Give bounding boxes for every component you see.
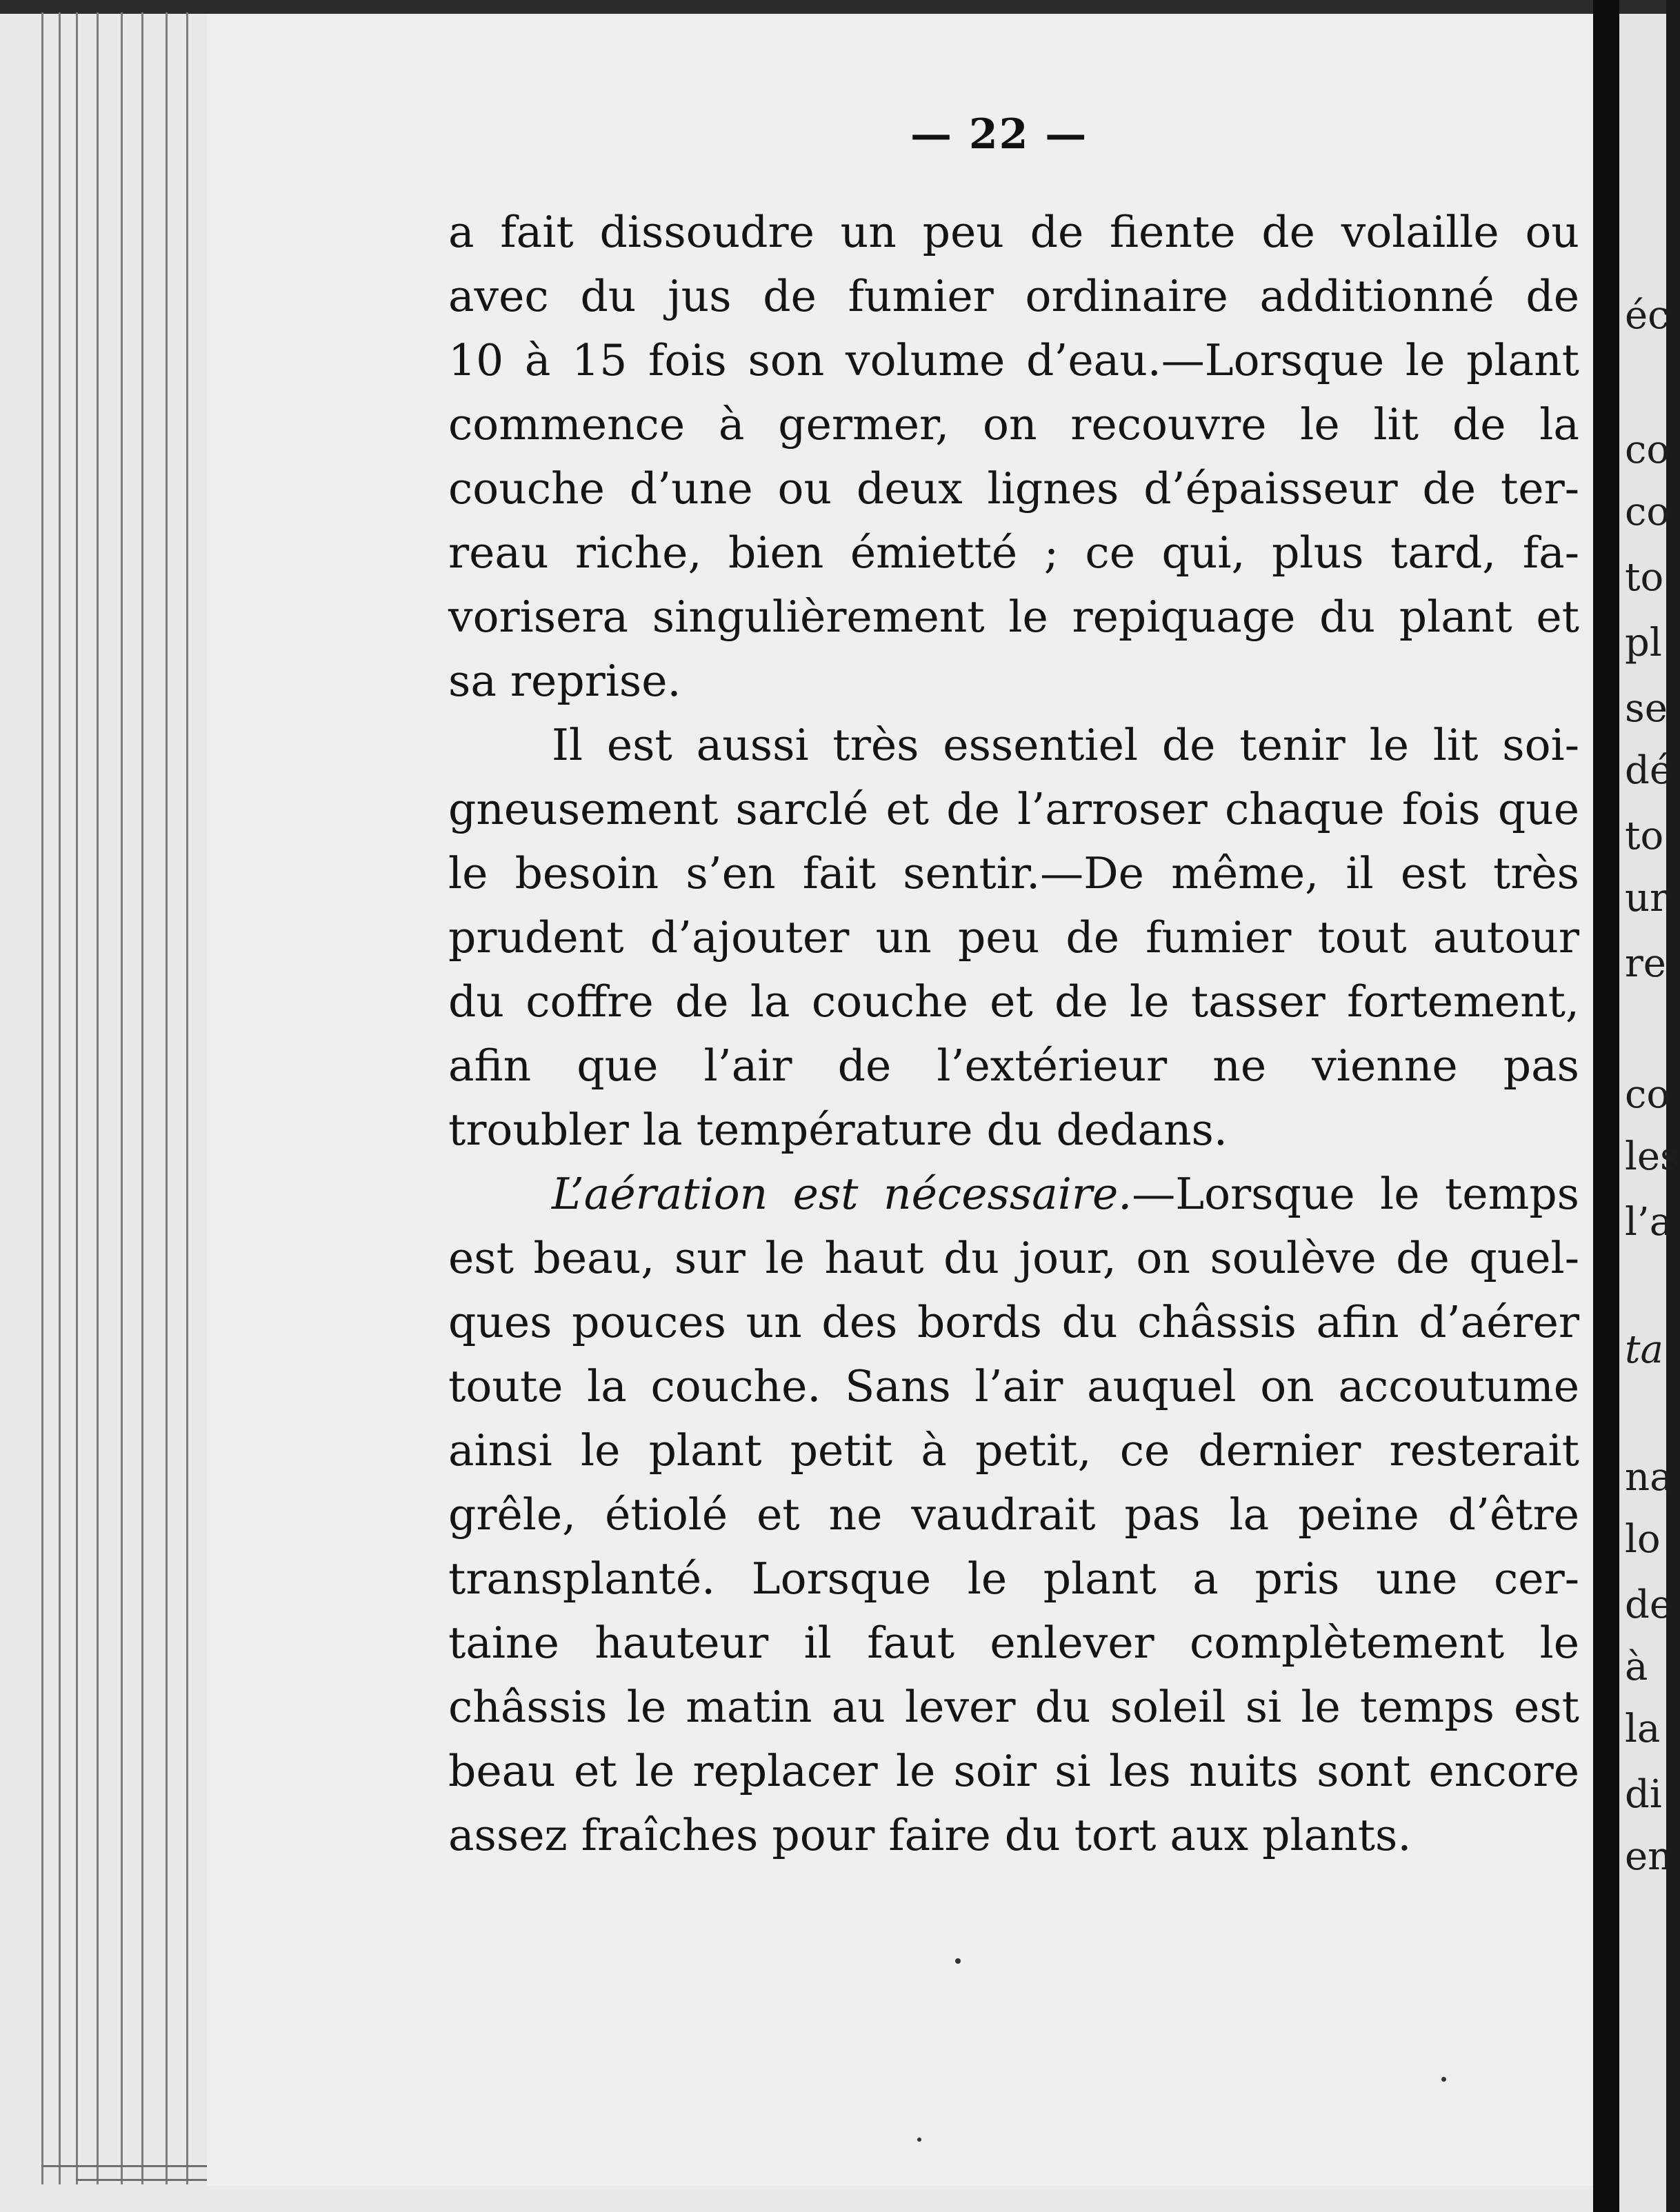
facing-page-text: to	[1625, 814, 1664, 858]
facing-page-text: co	[1625, 1072, 1670, 1117]
page-edge	[186, 12, 188, 2184]
text-line: gneusement sarclé et de l’arroser chaque fois que	[448, 784, 1579, 834]
text-line: avec du jus de fumier ordinaire additionné de	[448, 271, 1579, 321]
scan-top-border	[0, 0, 1666, 14]
facing-page-text: l’a	[1625, 1200, 1673, 1245]
page-edge	[166, 12, 168, 2184]
text-line: Il est aussi très essentiel de tenir le lit soi-	[552, 720, 1579, 770]
text-line: assez fraîches pour faire du tort aux plants.	[448, 1810, 1412, 1860]
scan-speck	[1441, 2077, 1446, 2082]
text-line: ainsi le plant petit à petit, ce dernier resterait	[448, 1425, 1579, 1476]
page-edge	[141, 12, 143, 2184]
text-line: ques pouces un des bords du châssis afin d’aérer	[448, 1297, 1579, 1347]
body-text	[448, 200, 1579, 1867]
facing-page-text: se	[1625, 686, 1668, 731]
text-line: du coffre de la couche et de le tasser fortement,	[448, 976, 1579, 1027]
facing-page-text: di	[1625, 1772, 1662, 1817]
facing-page-text: la	[1625, 1707, 1661, 1751]
facing-page-text: à	[1625, 1645, 1648, 1689]
text-line: châssis le matin au lever du soleil si le temps est	[448, 1682, 1579, 1732]
text-line: a fait dissoudre un peu de fiente de volaille ou	[448, 207, 1579, 257]
facing-page-text: dé	[1625, 748, 1672, 793]
section-heading: L’aération est nécessaire.	[552, 1169, 1132, 1219]
facing-page-text: co	[1625, 490, 1670, 534]
text-line: vorisera singulièrement le repiquage du plant et	[448, 592, 1579, 642]
facing-page-text: to	[1625, 555, 1664, 600]
text-line: afin que l’air de l’extérieur ne vienne pas	[448, 1040, 1579, 1091]
section-heading-line	[448, 1162, 1579, 1226]
page-edge	[59, 12, 61, 2184]
text-line: troubler la température du dedans.	[448, 1105, 1228, 1155]
facing-page-text: en	[1625, 1834, 1673, 1879]
page-edge	[97, 12, 99, 2184]
scan-speck	[917, 2138, 921, 2142]
text-fragment: —Lorsque le temps	[1132, 1169, 1579, 1219]
text-line: commence à germer, on recouvre le lit de la	[448, 399, 1579, 450]
text-line: prudent d’ajouter un peu de fumier tout autour	[448, 912, 1579, 963]
text-line: le besoin s’en fait sentir.—De même, il est très	[448, 848, 1579, 898]
facing-page-text: pl	[1625, 621, 1662, 665]
scan-speck	[955, 1958, 961, 1964]
text-line: reau riche, bien émietté ; ce qui, plus tard, fa-	[448, 527, 1579, 578]
facing-page-text: les	[1625, 1134, 1680, 1179]
text-line: couche d’une ou deux lignes d’épaisseur de ter-	[448, 463, 1579, 514]
facing-page-text: ur	[1625, 876, 1668, 921]
text-line: transplanté. Lorsque le plant a pris une cer-	[448, 1554, 1579, 1604]
facing-page-text: lo	[1625, 1517, 1661, 1562]
facing-page-text: ta	[1625, 1327, 1663, 1372]
facing-page-text: de	[1625, 1582, 1672, 1627]
page-edge	[121, 12, 123, 2184]
text-line: est beau, sur le haut du jour, on soulève de quel-	[448, 1233, 1579, 1283]
page-edge	[76, 12, 78, 2184]
facing-page-text: éc	[1625, 293, 1670, 338]
text-line: taine hauteur il faut enlever complètement le	[448, 1618, 1579, 1668]
facing-page-text: co	[1625, 428, 1670, 472]
facing-page-fragment	[1619, 14, 1680, 2212]
page-number: — 22 —	[910, 110, 1088, 159]
facing-page-text: re	[1625, 941, 1666, 986]
facing-page-text: na	[1625, 1455, 1673, 1500]
text-line: beau et le replacer le soir si les nuits sont encore	[448, 1746, 1579, 1796]
page-edge	[41, 12, 43, 2184]
book-gutter	[1593, 0, 1619, 2212]
text-line: sa reprise.	[448, 656, 681, 706]
text-line: grêle, étiolé et ne vaudrait pas la peine d’être	[448, 1489, 1579, 1540]
text-line: toute la couche. Sans l’air auquel on accoutume	[448, 1361, 1579, 1411]
text-line: 10 à 15 fois son volume d’eau.—Lorsque le plant	[448, 335, 1579, 385]
